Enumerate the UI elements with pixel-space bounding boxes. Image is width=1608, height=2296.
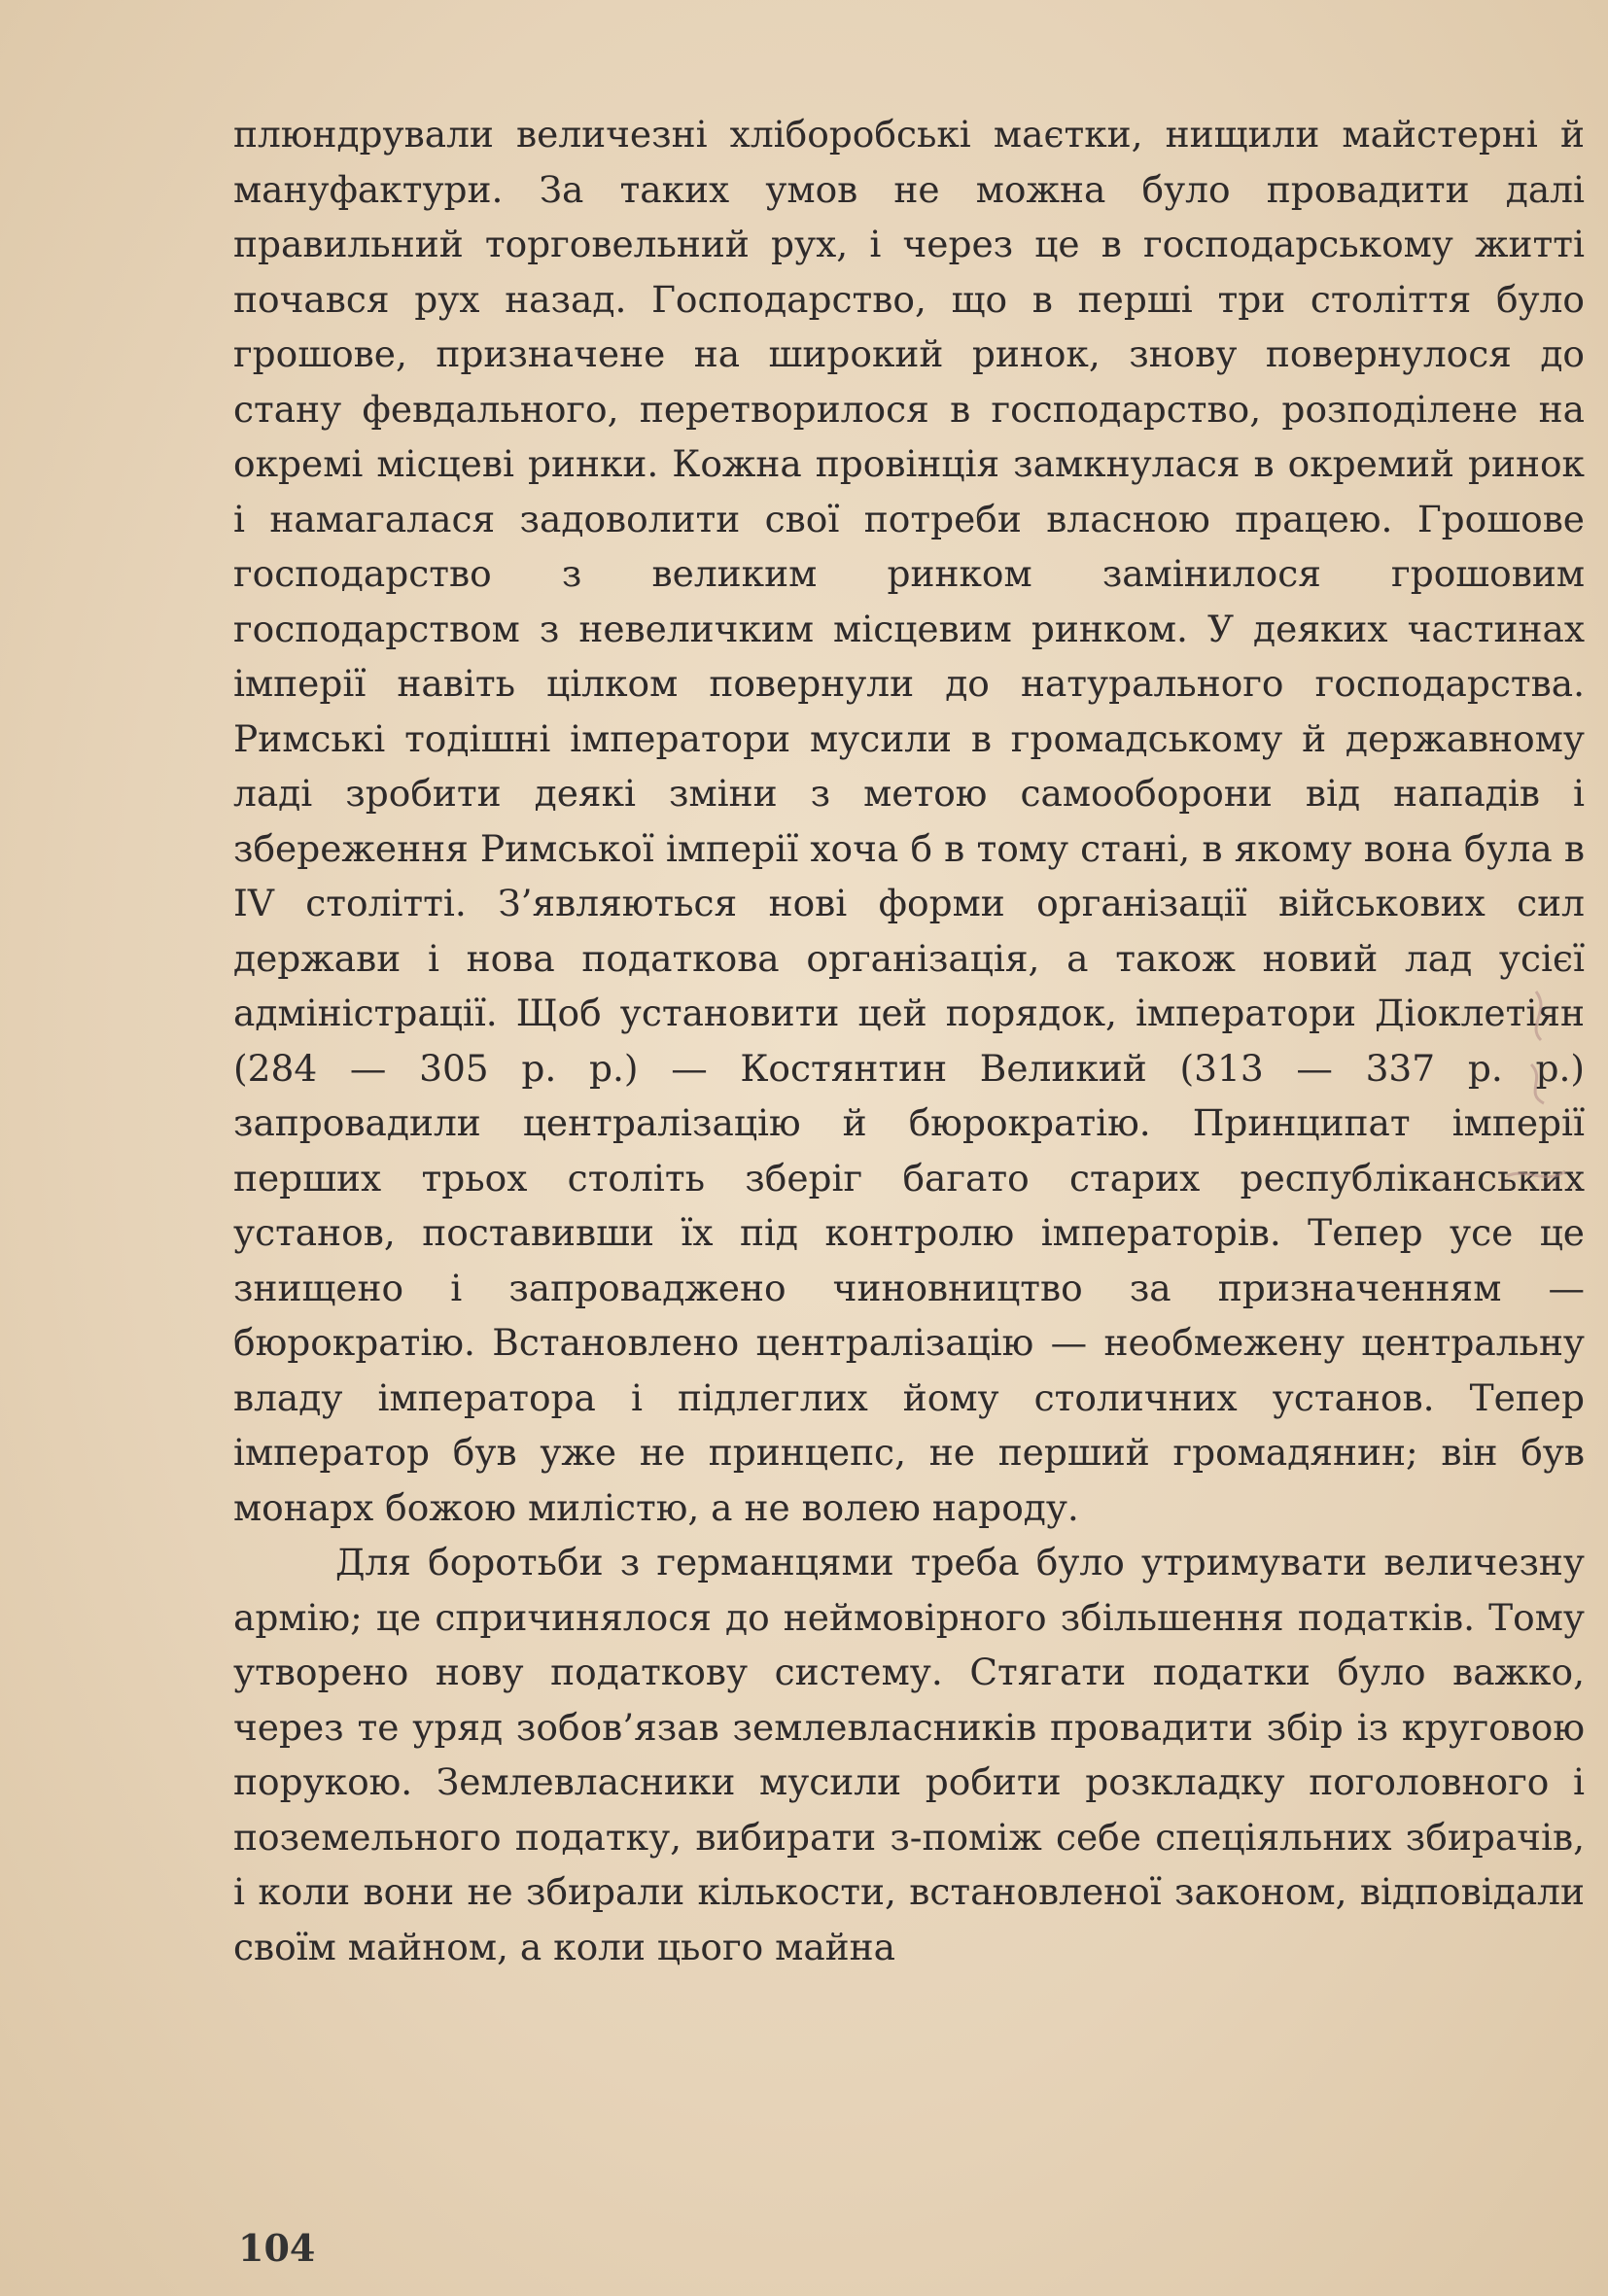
paragraph-1: плюндрували величезні хліборобські маєтки, нищили майстерні й мануфактури. За таких умов не можна було провадити далі правильний торговельний рух, і через це в господарському житті почався рух назад. Господарство, що в перші три століття було грошове, призначене на широкий ринок, знову повернулося до стану февдального, перетворилося в господарство, розподілене на окремі місцеві ринки. Кожна провінція замкнулася в окремий ринок і намагалася задоволити свої потреби власною працею. Грошове господарство з великим ринком замінилося грошовим господарством з невеличким місцевим ринком. У деяких частинах імперії навіть цілком повернули до натурального господарства. Римські тодішні імператори мусили в громадському й державному ладі зробити деякі зміни з метою самооборони від нападів і збереження Римської імперії хоча б в тому стані, в якому вона була в IV столітті. З’являються нові форми організації військових сил держави і нова податкова організація, а також новий лад усієї адміністрації. Щоб установити цей порядок, імператори Діоклетіян (284 — 305 р. р.) — Костянтин Великий (313 — 337 р. р.) запровадили централізацію й бюрократію. Принципат імперії перших трьох століть зберіг багато старих республіканських установ, поставивши їх під контролю імператорів. Тепер усе це знищено і запроваджено чиновництво за призначенням — бюрократію. Встановлено централізацію — необмежену центральну владу імператора і підлеглих йому столичних установ. Тепер імператор був уже не принцепс, не перший громадянин; він був монарх божою милістю, а не волею народу. xyxy=(233,113,1585,1529)
page-number: 104 xyxy=(238,2226,316,2270)
paragraph-2: Для боротьби з германцями треба було утримувати величезну армію; це спричинялося до неймовірного збільшення податків. Тому утворено нову податкову систему. Стягати податки було важко, через те уряд зобов’язав землевласників провадити збір із круговою порукою. Землевласники мусили робити розкладку поголовного і поземельного податку, вибирати з-поміж себе спеціяльних збирачів, і коли вони не збирали кількости, встановленої законом, відповідали своїм майном, а коли цього майна xyxy=(233,1541,1585,1968)
text-body xyxy=(233,107,1585,1974)
pencil-scribble xyxy=(1497,982,1575,1196)
